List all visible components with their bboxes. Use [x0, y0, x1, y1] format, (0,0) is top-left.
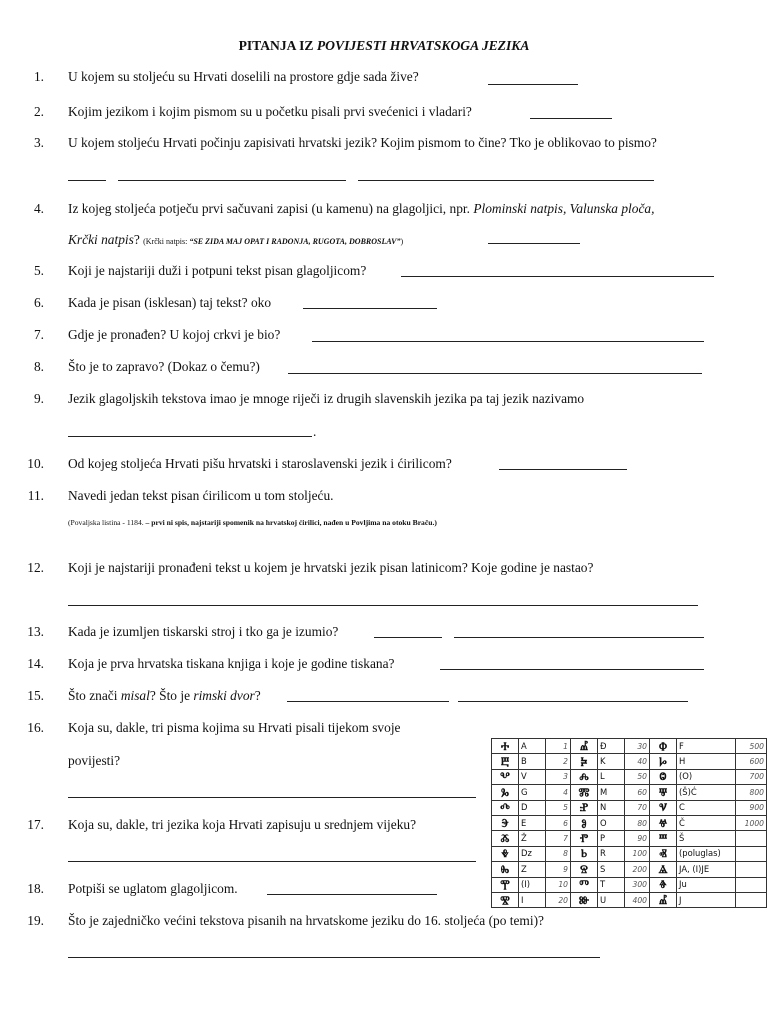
q7-answer-line[interactable]: [312, 341, 704, 342]
q9-text: Jezik glagoljskih tekstova imao je mnoge riječi iz drugih slavenskih jezika pa taj jezik nazivamo: [68, 391, 585, 406]
numeric-value: [736, 862, 767, 877]
numeric-value: 8: [546, 846, 571, 861]
q17-number: 17.: [27, 817, 44, 832]
q4-number: 4.: [33, 201, 44, 216]
glagolitic-letter: Ⱋ: [650, 785, 677, 800]
numeric-value: 700: [736, 769, 767, 784]
q4-note-prefix: (Krčki natpis:: [143, 237, 190, 246]
glagolitic-table-row: [492, 769, 767, 784]
q15-text-c: ?: [254, 688, 261, 703]
numeric-value: 80: [625, 815, 650, 830]
glagolitic-letter: Ⰳ: [492, 785, 519, 800]
q18-number: 18.: [27, 881, 44, 896]
q16-number: 16.: [27, 720, 44, 735]
numeric-value: 200: [625, 862, 650, 877]
glagolitic-letter: Ⱂ: [571, 831, 598, 846]
glagolitic-letter: Ⱅ: [571, 877, 598, 892]
numeric-value: 3: [546, 769, 571, 784]
latin-equivalent: Š: [677, 831, 736, 846]
latin-equivalent: D: [519, 800, 546, 815]
latin-equivalent: Dz: [519, 846, 546, 861]
q19-number: 19.: [27, 913, 44, 928]
latin-equivalent: H: [677, 754, 736, 769]
q6-number: 6.: [33, 295, 44, 310]
q4-text: [68, 201, 654, 217]
q17-text: Koja su, dakle, tri jezika koja Hrvati zapisuju u srednjem vijeku?: [68, 817, 417, 832]
latin-equivalent: Č: [677, 815, 736, 830]
glagolitic-letter: Ⱀ: [571, 800, 598, 815]
numeric-value: 5: [546, 800, 571, 815]
numeric-value: [736, 877, 767, 892]
latin-equivalent: F: [677, 739, 736, 754]
q9-answer-line[interactable]: [68, 436, 312, 437]
latin-equivalent: L: [598, 769, 625, 784]
q7-text: Gdje je pronađen? U kojoj crkvi je bio?: [68, 327, 281, 342]
q10-number: 10.: [27, 456, 44, 471]
q4-italic-a: Plominski natpis, Valunska ploča,: [473, 201, 655, 216]
latin-equivalent: (O): [677, 769, 736, 784]
glagolitic-letter: Ⰸ: [492, 862, 519, 877]
latin-equivalent: K: [598, 754, 625, 769]
latin-equivalent: I: [519, 892, 546, 907]
numeric-value: 7: [546, 831, 571, 846]
q6-answer-line[interactable]: [303, 308, 437, 309]
q18-text: Potpiši se uglatom glagoljicom.: [68, 881, 238, 896]
latin-equivalent: Đ: [598, 739, 625, 754]
glagolitic-letter: Ⱉ: [650, 769, 677, 784]
q11-number: 11.: [27, 488, 44, 503]
numeric-value: 20: [546, 892, 571, 907]
numeric-value: 9: [546, 862, 571, 877]
glagolitic-table-row: [492, 831, 767, 846]
q12-answer-line[interactable]: [68, 605, 698, 606]
q3-answer-line-century[interactable]: [68, 180, 106, 181]
q17-answer-line[interactable]: [68, 861, 476, 862]
glagolitic-letter: Ⱈ: [650, 754, 677, 769]
q15-answer-line-dvor[interactable]: [458, 701, 688, 702]
numeric-value: 900: [736, 800, 767, 815]
glagolitic-table-row: [492, 877, 767, 892]
q2-number: 2.: [33, 104, 44, 119]
q15-text: [68, 688, 261, 704]
latin-equivalent: U: [598, 892, 625, 907]
numeric-value: 300: [625, 877, 650, 892]
numeric-value: 1000: [736, 815, 767, 830]
q14-number: 14.: [27, 656, 44, 671]
q15-number: 15.: [27, 688, 44, 703]
q4-note-suffix: ): [400, 237, 404, 246]
glagolitic-letter: Ⰵ: [492, 815, 519, 830]
glagolitic-letter: Ⰶ: [492, 831, 519, 846]
glagolitic-table-body: [492, 739, 767, 908]
latin-equivalent: (I): [519, 877, 546, 892]
glagolitic-letter: Ⰷ: [492, 846, 519, 861]
numeric-value: 40: [625, 754, 650, 769]
q4-note: [143, 237, 403, 246]
q11-note: [68, 518, 437, 527]
glagolitic-table-row: [492, 739, 767, 754]
numeric-value: 50: [625, 769, 650, 784]
numeric-value: 600: [736, 754, 767, 769]
latin-equivalent: (poluglas): [677, 846, 736, 861]
page-title: [0, 38, 768, 54]
glagolitic-table-row: [492, 815, 767, 830]
latin-equivalent: Ž: [519, 831, 546, 846]
q6-text: Kada je pisan (isklesan) taj tekst? oko: [68, 295, 272, 310]
numeric-value: 1: [546, 739, 571, 754]
q1-answer-line[interactable]: [488, 84, 578, 85]
latin-equivalent: Z: [519, 862, 546, 877]
q16-text-a: Koja su, dakle, tri pisma kojima su Hrvati pisali tijekom svoje: [68, 720, 401, 735]
q10-text: Od kojeg stoljeća Hrvati pišu hrvatski i staroslavenski jezik i ćirilicom?: [68, 456, 452, 471]
q3-answer-line-script[interactable]: [118, 180, 346, 181]
glagolitic-letter: Ⱁ: [571, 815, 598, 830]
glagolitic-letter: Ⰽ: [571, 754, 598, 769]
glagolitic-letter: Ⱃ: [571, 846, 598, 861]
numeric-value: 100: [625, 846, 650, 861]
q9-number: 9.: [33, 391, 44, 406]
q14-answer-line[interactable]: [440, 669, 704, 670]
glagolitic-letter: Ⱏ: [650, 846, 677, 861]
q19-answer-line[interactable]: [68, 957, 600, 958]
glagolitic-letter: Ⱖ: [650, 877, 677, 892]
q16-text-b: povijesti?: [68, 753, 121, 768]
q5-number: 5.: [33, 263, 44, 278]
latin-equivalent: M: [598, 785, 625, 800]
glagolitic-letter: Ⰺ: [492, 892, 519, 907]
q19-text: Što je zajedničko većini tekstova pisanih na hrvatskome jeziku do 16. stoljeća (po temi)?: [68, 913, 544, 928]
q4-text-a: Iz kojeg stoljeća potječu prvi sačuvani zapisi (u kamenu) na glagoljici, npr.: [68, 201, 474, 216]
q5-answer-line[interactable]: [401, 276, 714, 277]
q2-answer-line[interactable]: [530, 118, 612, 119]
latin-equivalent: P: [598, 831, 625, 846]
numeric-value: [736, 831, 767, 846]
numeric-value: 6: [546, 815, 571, 830]
q12-text: Koji je najstariji pronađeni tekst u kojem je hrvatski jezik pisan latinicom? Koje godine je nastao?: [68, 560, 594, 575]
latin-equivalent: Ju: [677, 877, 736, 892]
numeric-value: [736, 892, 767, 907]
q2-text: Kojim jezikom i kojim pismom su u početku pisali prvi svećenici i vladari?: [68, 104, 472, 119]
glagolitic-letter: Ⰰ: [492, 739, 519, 754]
glagolitic-letter: Ⱑ: [650, 862, 677, 877]
q4-text-line2: [68, 232, 403, 248]
numeric-value: 10: [546, 877, 571, 892]
latin-equivalent: J: [677, 892, 736, 907]
glagolitic-letter: Ⱆ: [571, 892, 598, 907]
glagolitic-alphabet-table: [491, 738, 767, 908]
q10-answer-line[interactable]: [499, 469, 627, 470]
q15-text-b: ? Što je: [149, 688, 194, 703]
latin-equivalent: G: [519, 785, 546, 800]
glagolitic-letter: Ⰴ: [492, 800, 519, 815]
q3-number: 3.: [33, 135, 44, 150]
q14-text: Koja je prva hrvatska tiskana knjiga i koje je godine tiskana?: [68, 656, 395, 671]
glagolitic-letter: Ⰱ: [492, 754, 519, 769]
numeric-value: 500: [736, 739, 767, 754]
glagolitic-letter: Ⱇ: [650, 739, 677, 754]
numeric-value: 90: [625, 831, 650, 846]
glagolitic-letter: Ⱎ: [650, 831, 677, 846]
glagolitic-letter: Ⰹ: [492, 877, 519, 892]
q8-number: 8.: [33, 359, 44, 374]
glagolitic-letter: Ⰲ: [492, 769, 519, 784]
q13-number: 13.: [27, 624, 44, 639]
q4-answer-line[interactable]: [488, 243, 580, 244]
latin-equivalent: JA, (I)JE: [677, 862, 736, 877]
glagolitic-table-row: [492, 892, 767, 907]
numeric-value: 60: [625, 785, 650, 800]
latin-equivalent: S: [598, 862, 625, 877]
numeric-value: 800: [736, 785, 767, 800]
glagolitic-table-row: [492, 754, 767, 769]
q16-answer-line[interactable]: [68, 797, 476, 798]
q13-answer-line-when[interactable]: [374, 637, 442, 638]
glagolitic-table-row: [492, 862, 767, 877]
q4-note-quote: “SE ZIDA MAJ OPAT I RADONJA, RUGOTA, DOBROSLAV”: [189, 237, 401, 246]
glagolitic-letter: Ⱄ: [571, 862, 598, 877]
q12-number: 12.: [27, 560, 44, 575]
latin-equivalent: (Š)Ć: [677, 785, 736, 800]
q13-answer-line-who[interactable]: [454, 637, 704, 638]
latin-equivalent: R: [598, 846, 625, 861]
glagolitic-letter: Ⱍ: [650, 815, 677, 830]
glagolitic-letter: Ⰾ: [571, 769, 598, 784]
glagolitic-table-row: [492, 800, 767, 815]
q4-italic-b: Krčki natpis: [68, 232, 134, 247]
numeric-value: [736, 846, 767, 861]
q8-text: Što je to zapravo? (Dokaz o čemu?): [68, 359, 260, 374]
q3-text: U kojem stoljeću Hrvati počinju zapisivati hrvatski jezik? Kojim pismom to čine? Tko je oblikovao to pismo?: [68, 135, 657, 150]
glagolitic-letter: Ⰼ: [571, 739, 598, 754]
q15-italic-a: misal: [120, 688, 150, 703]
latin-equivalent: C: [677, 800, 736, 815]
numeric-value: 2: [546, 754, 571, 769]
q4-text-b: ?: [133, 232, 144, 247]
glagolitic-letter: Ⰿ: [571, 785, 598, 800]
title-prefix: PITANJA IZ: [238, 38, 314, 53]
q15-text-a: Što znači: [68, 688, 121, 703]
latin-equivalent: V: [519, 769, 546, 784]
q7-number: 7.: [33, 327, 44, 342]
q11-note-a: (Povaljska listina - 1184.: [68, 518, 146, 527]
q13-text: Kada je izumljen tiskarski stroj i tko ga je izumio?: [68, 624, 339, 639]
q1-number: 1.: [33, 69, 44, 84]
q18-answer-line[interactable]: [267, 894, 437, 895]
glagolitic-table-row: [492, 785, 767, 800]
q1-text: U kojem su stoljeću su Hrvati doselili na prostore gdje sada žive?: [68, 69, 419, 84]
latin-equivalent: N: [598, 800, 625, 815]
latin-equivalent: O: [598, 815, 625, 830]
latin-equivalent: B: [519, 754, 546, 769]
title-italic: POVIJESTI HRVATSKOGA JEZIKA: [316, 38, 530, 53]
q15-answer-line-misal[interactable]: [287, 701, 449, 702]
q11-note-b: – prvi ni spis, najstariji spomenik na hrvatskoj ćirilici, nađen u Povljima na otoku Braču.): [145, 518, 437, 527]
glagolitic-letter: Ⰼ: [650, 892, 677, 907]
latin-equivalent: A: [519, 739, 546, 754]
latin-equivalent: T: [598, 877, 625, 892]
numeric-value: 400: [625, 892, 650, 907]
q3-answer-line-author[interactable]: [358, 180, 654, 181]
q8-answer-line[interactable]: [288, 373, 702, 374]
q9-end-punct: .: [313, 424, 317, 439]
numeric-value: 30: [625, 739, 650, 754]
glagolitic-table-row: [492, 846, 767, 861]
q15-italic-b: rimski dvor: [193, 688, 255, 703]
latin-equivalent: E: [519, 815, 546, 830]
glagolitic-letter: Ⱌ: [650, 800, 677, 815]
numeric-value: 70: [625, 800, 650, 815]
q11-text: Navedi jedan tekst pisan ćirilicom u tom stoljeću.: [68, 488, 334, 503]
numeric-value: 4: [546, 785, 571, 800]
q5-text: Koji je najstariji duži i potpuni tekst pisan glagoljicom?: [68, 263, 367, 278]
